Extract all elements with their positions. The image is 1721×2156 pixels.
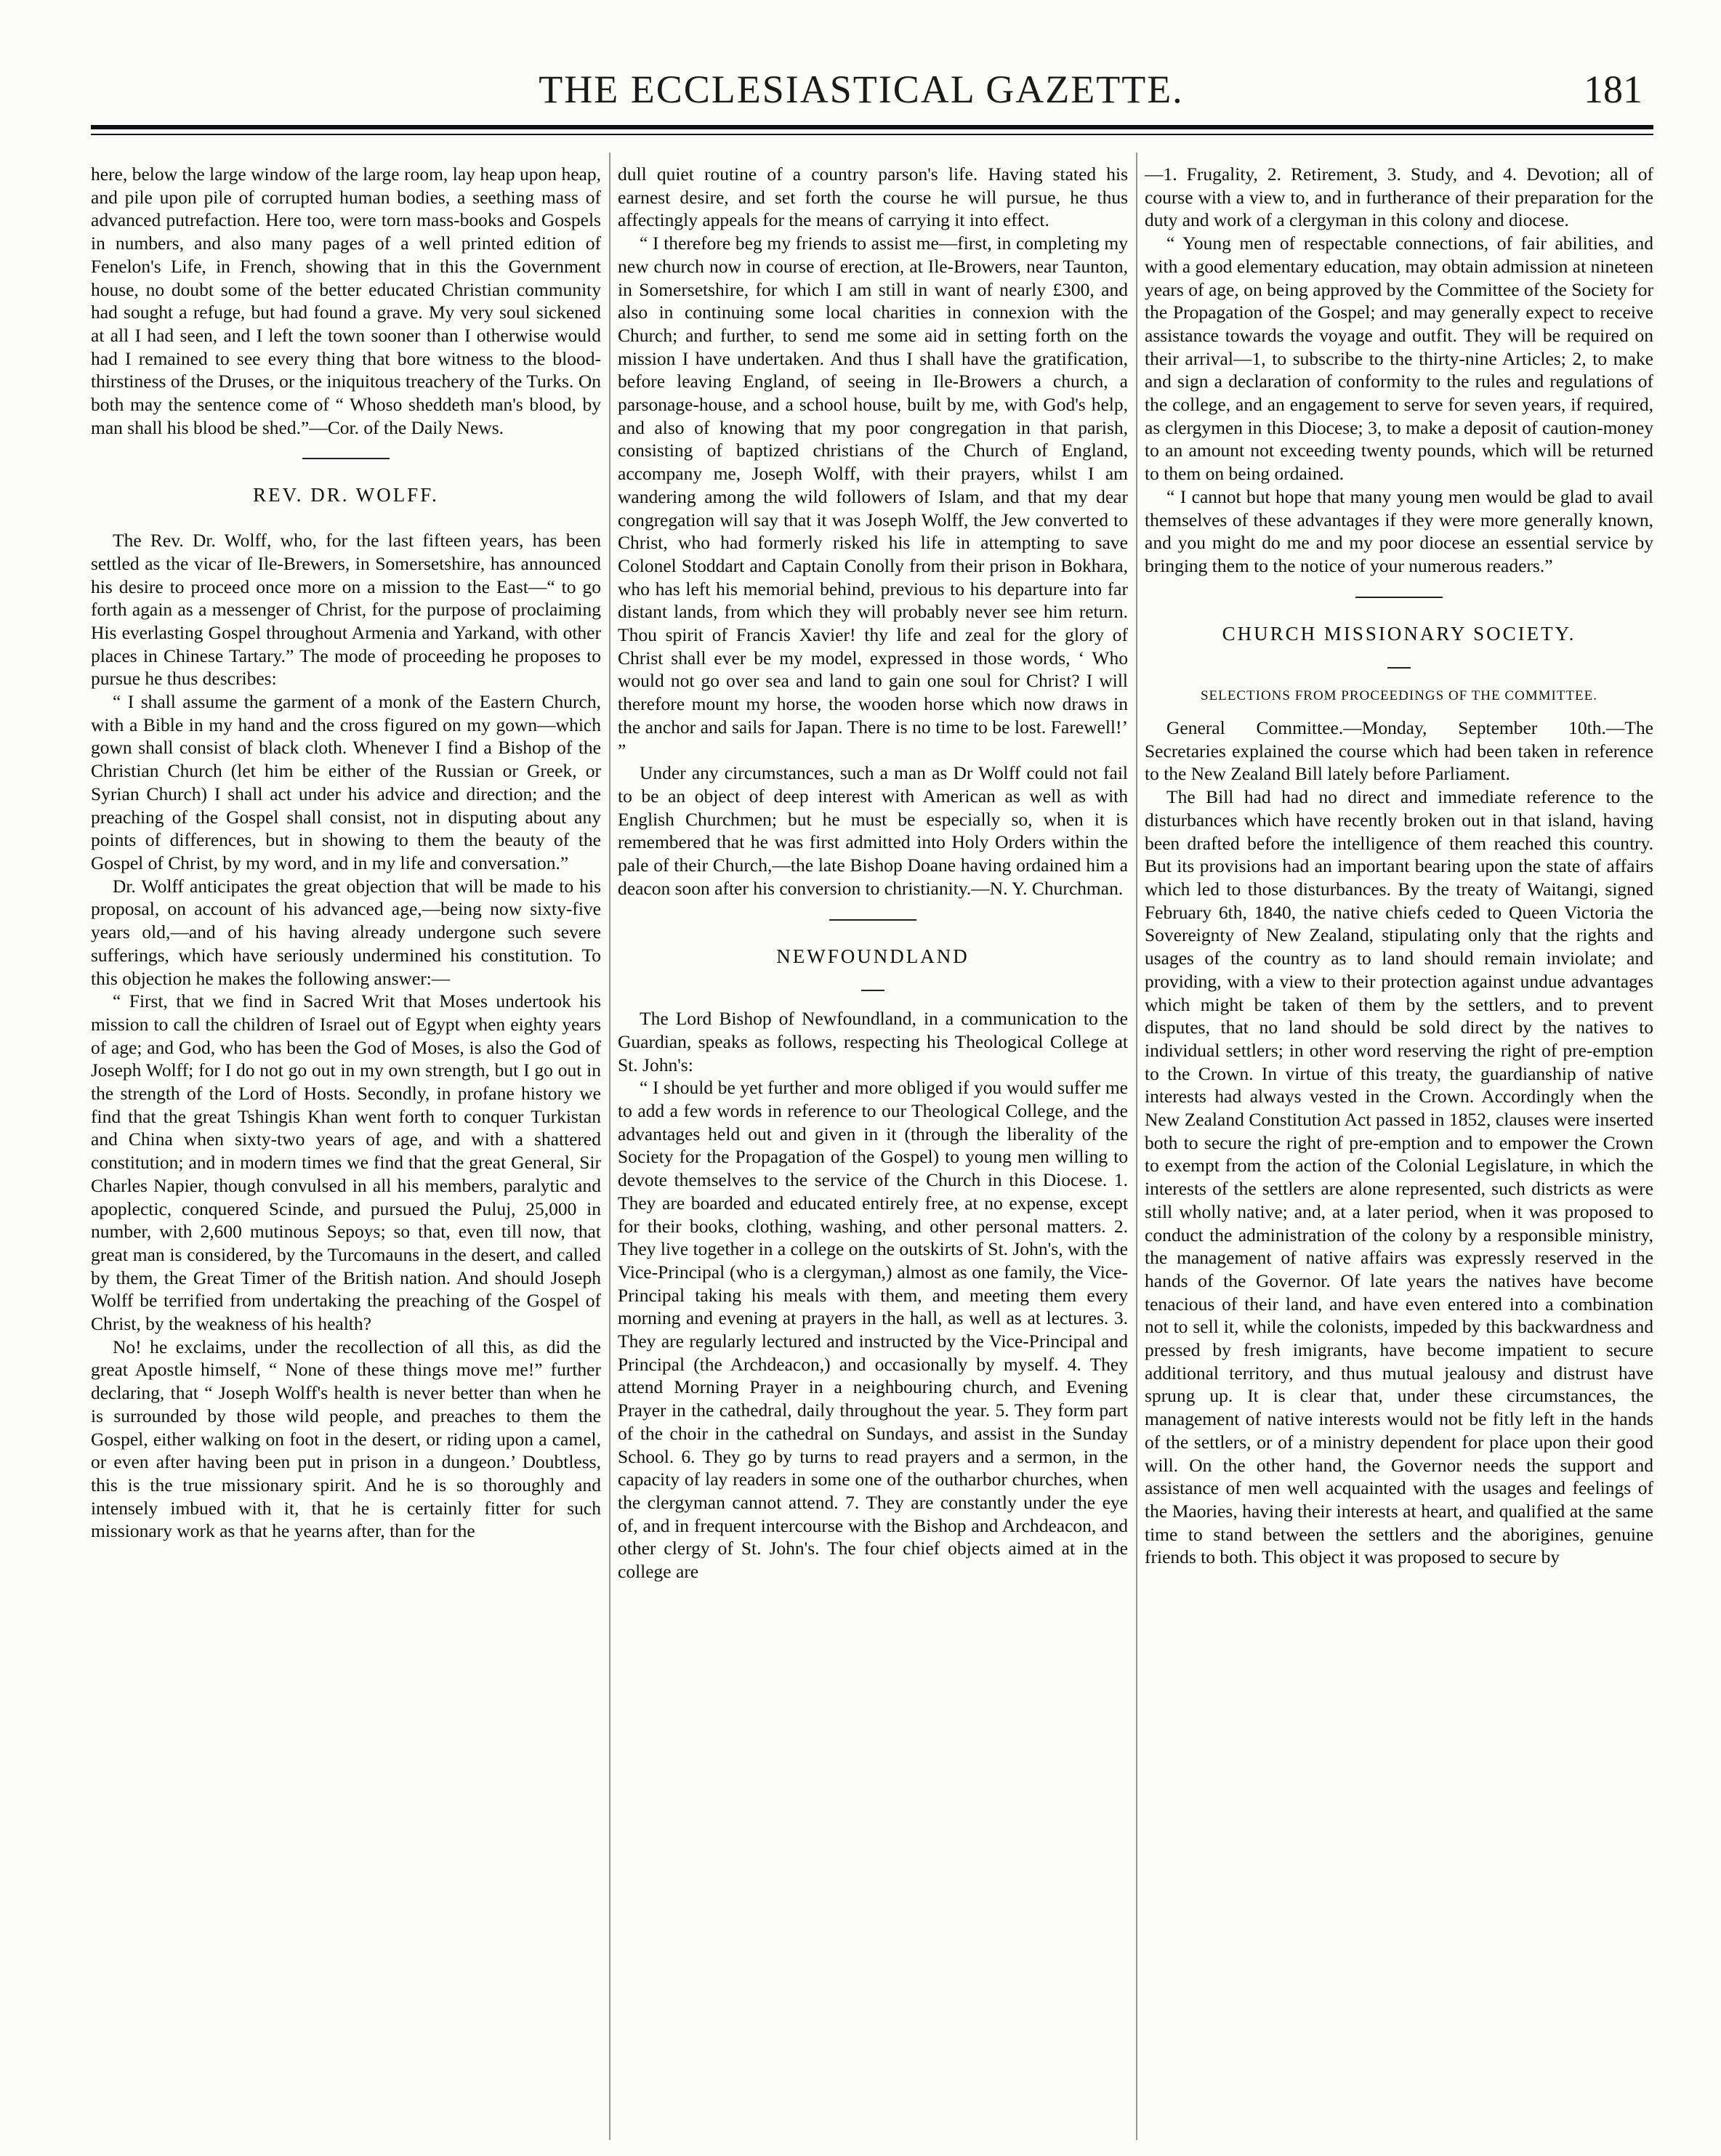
heading-dash (1387, 667, 1411, 669)
paragraph: dull quiet routine of a country parson's life. Having stated his earnest desire, and set forth the course he will pursue, he thus affectingly appeals for the means of carrying it into effect. (618, 163, 1128, 231)
paragraph: Under any circumstances, such a man as Dr Wolff could not fail to be an object of deep interest with American as well as with English Churchmen; but he must be especially so, when it is remembered that he was first admitted into Holy Orders within the pale of their Church,—the late Bishop Doane having ordained him a deacon soon after his conversion to christianity.—N. Y. Churchman. (618, 762, 1128, 899)
paragraph: The Rev. Dr. Wolff, who, for the last fifteen years, has been settled as the vicar of Ile-Brewers, in Somersetshire, has announced his desire to proceed once more on a mission to the East—“ to go forth again as a messenger of Christ, for the purpose of proclaiming His everlasting Gospel throughout Armenia and Yarkand, with other places in Chinese Tartary.” The mode of proceeding he proposes to pursue he thus describes: (91, 530, 601, 690)
header-rule-thick (91, 125, 1653, 129)
section-rule (829, 919, 916, 921)
paragraph: No! he exclaims, under the recollection of all this, as did the great Apostle himself, “ None of these things move me!” further declaring, that “ Joseph Wolff's health is never better than when he is surrounded by those wild people, and preaches to them the Gospel, either walking on foot in the desert, or riding upon a camel, or even after having been put in prison in a dungeon.’ Doubtless, this is the true missionary spirit. And he is so thoroughly and intensely imbued with it, that he is certainly fitter for such missionary work as that he yearns after, than for the (91, 1336, 601, 1542)
section-heading: NEWFOUNDLAND (776, 945, 970, 967)
text-column-3 (1145, 163, 1653, 2139)
paragraph: “ First, that we find in Sacred Writ that Moses undertook his mission to call the children of Israel out of Egypt when eighty years of age; and God, who has been the God of Moses, is also the God of Joseph Wolff; for I do not go out in my own strength, but I go out in the strength of the Lord of Hosts. Secondly, in profane history we find that the great Tshingis Khan went forth to conquer Turkistan and China when sixty-two years of age, and with a shattered constitution; and in modern times we find that the great General, Sir Charles Napier, though convulsed in all his members, paralytic and apoplectic, conquered Scinde, and pursued the Puluj, 25,000 in number, with 2,600 mutinous Sepoys; so that, even till now, that great man is considered, by the Turcomauns in the desert, and called by them, the Great Timer of the British nation. And should Joseph Wolff be terrified from undertaking the preaching of the Gospel of Christ, by the weakness of his health? (91, 990, 601, 1335)
text-column-2 (618, 163, 1128, 2139)
section-rule (302, 458, 390, 459)
paragraph: The Bill had had no direct and immediate reference to the disturbances which have recently broken out in that island, having been drafted before the intelligence of them reached this country. But its provisions had an important bearing upon the state of affairs which led to those disturbances. By the treaty of Waitangi, signed February 6th, 1840, the native chiefs ceded to Queen Victoria the Sovereignty of New Zealand, stipulating only that the rights and usages of the country as to land should remain inviolate; and providing, with a view to their protection against undue advantages which might be taken of them by the settlers, and to prevent disputes, that no land should be sold direct by the natives to individual settlers; in other word reserving the right of pre-emption to the Crown. In virtue of this treaty, the guardianship of native interests had always vested in the Crown. Accordingly when the New Zealand Constitution Act passed in 1852, clauses were inserted both to secure the right of pre-emption and to empower the Crown to exempt from the action of the Colonial Legislature, in which the interests of the settlers are alone represented, such districts as were still wholly native; and, at a later period, when it was proposed to conduct the administration of the colony by a responsible ministry, the management of native affairs was expressly reserved in the hands of the Governor. Of late years the natives have become tenacious of their land, and have even entered into a combination not to sell it, while the colonists, impeded by this backwardness and pressed by fresh imigrants, have become impatient to secure additional territory, and thus mutual jealousy and distrust have sprung up. It is clear that, under these circumstances, the management of native interests would not be fitly left in the hands of the settlers, or of a ministry dependent for place upon their good will. On the other hand, the Governor needs the support and assistance of men well acquainted with the usages and feelings of the Maories, having their interests at heart, and qualified at the same time to stand between the settlers and the aborigines, genuine friends to both. This object it was proposed to secure by (1145, 786, 1653, 1568)
paragraph: here, below the large window of the large room, lay heap upon heap, and pile upon pile of corrupted human bodies, a seething mass of advanced putrefaction. Here too, were torn mass-books and Gospels in numbers, and also many pages of a well printed edition of Fenelon's Life, in French, showing that in this the Government house, no doubt some of the better educated Christian community had sought a refuge, but had found a grave. My very soul sickened at all I had seen, and I left the town sooner than I otherwise would had I remained to see every thing that bore witness to the blood-thirstiness of the Druses, or the iniquitous treachery of the Turks. On both may the sentence come of “ Whoso sheddeth man's blood, by man shall his blood be shed.”—Cor. of the Daily News. (91, 163, 601, 438)
section-rule (1355, 597, 1443, 598)
column-divider (1136, 153, 1137, 2140)
running-title: THE ECCLESIASTICAL GAZETTE. (539, 68, 1184, 111)
paragraph: The Lord Bishop of Newfoundland, in a communication to the Guardian, speaks as follows, respecting his Theological College at St. John's: (618, 1008, 1128, 1075)
text-column-1 (91, 163, 601, 2139)
paragraph: “ I should be yet further and more obliged if you would suffer me to add a few words in reference to our Theological College, and the advantages held out and given in it (through the liberality of the Society for the Propagation of the Gospel) to young men willing to devote themselves to the service of the Church in this Diocese. 1. They are boarded and educated entirely free, at no expense, except for their books, clothing, washing, and other personal matters. 2. They live together in a college on the outskirts of St. John's, with the Vice-Principal (who is a clergyman,) almost as one family, the Vice-Principal taking his meals with them, and meeting them every morning and evening at prayers in the hall, as well as at lectures. 3. They are regularly lectured and instructed by the Vice-Principal and Principal (the Archdeacon,) and occasionally by myself. 4. They attend Morning Prayer in a neighbouring church, and Evening Prayer in the cathedral, daily throughout the year. 5. They form part of the choir in the cathedral on Sundays, and assist in the Sunday School. 6. They go by turns to read prayers and a sermon, in the capacity of lay readers in some one of the outharbor churches, when the clergyman cannot attend. 7. They are constantly under the eye of, and in frequent intercourse with the Bishop and Archdeacon, and other clergy of St. John's. The four chief objects aimed at in the college are (618, 1077, 1128, 1583)
header-rule-thin (91, 134, 1653, 135)
paragraph: “ I shall assume the garment of a monk of the Eastern Church, with a Bible in my hand and the cross figured on my gown—which gown shall consist of black cloth. Whenever I find a Bishop of the Christian Church (let him be either of the Russian or Greek, or Syrian Church) I shall act under his advice and direction; and the preaching of the Gospel shall consist, not in disputing about any points of differences, but in showing to them the beauty of the Gospel of Christ, by my word, and in my life and conversation.” (91, 691, 601, 873)
paragraph: “ Young men of respectable connections, of fair abilities, and with a good elementary education, may obtain admission at nineteen years of age, on being approved by the Committee of the Society for the Propagation of the Gospel; and may generally expect to receive assistance towards the voyage and outfit. They will be required on their arrival—1, to subscribe to the thirty-nine Articles; 2, to make and sign a declaration of conformity to the rules and regulations of the college, and an engagement to serve for seven years, if required, as clergymen in this Diocese; 3, to make a deposit of caution-money to an amount not exceeding twenty pounds, which will be returned to them on being ordained. (1145, 233, 1653, 485)
page-number: 181 (1584, 68, 1643, 111)
section-heading: REV. DR. WOLFF. (253, 484, 439, 506)
column-divider (609, 153, 610, 2140)
paragraph: —1. Frugality, 2. Retirement, 3. Study, and 4. Devotion; all of course with a view to, and in furtherance of their preparation for the duty and work of a clergyman in this colony and diocese. (1145, 163, 1653, 231)
section-subheading: SELECTIONS FROM PROCEEDINGS OF THE COMMITTEE. (1200, 688, 1598, 704)
paragraph: General Committee.—Monday, September 10th.—The Secretaries explained the course which had been taken in reference to the New Zealand Bill lately before Parliament. (1145, 717, 1653, 785)
section-heading: CHURCH MISSIONARY SOCIETY. (1222, 622, 1576, 645)
heading-dash (861, 990, 884, 991)
paragraph: Dr. Wolff anticipates the great objection that will be made to his proposal, on account of his advanced age,—being now sixty-five years old,—and of his having already undergone such severe sufferings, which have seriously undermined his constitution. To this objection he makes the following answer:— (91, 875, 601, 989)
paragraph: “ I therefore beg my friends to assist me—first, in completing my new church now in course of erection, at Ile-Browers, near Taunton, in Somersetshire, for which I am still in want of nearly £300, and also in continuing some local charities in connexion with the Church; and further, to send me some aid in setting forth on the mission I have undertaken. And thus I shall have the gratification, before leaving England, of seeing in Ile-Browers a church, a parsonage-house, and a school house, built by me, with God's help, and also of knowing that my poor congregation in that parish, consisting of baptized christians of the Church of England, accompany me, Joseph Wolff, with their prayers, whilst I am wandering among the wild followers of Islam, and that my dear congregation will say that it was Joseph Wolff, the Jew converted to Christ, who had formerly risked his life in attempting to save Colonel Stoddart and Captain Conolly from their prison in Bokhara, who has left his memorial behind, previous to his departure into far distant lands, from which they will probably never see him return. Thou spirit of Francis Xavier! thy life and zeal for the glory of Christ shall ever be my model, expressed in those words, ‘ Who would not go over sea and land to gain one soul for Christ? I will therefore mount my horse, the wooden horse which now draws in the anchor and sails for Japan. There is no time to be lost. Farewell!’ ” (618, 233, 1128, 761)
paragraph: “ I cannot but hope that many young men would be glad to avail themselves of these advantages if they were more generally known, and you might do me and my poor diocese an essential service by bringing them to the notice of your numerous readers.” (1145, 485, 1653, 576)
